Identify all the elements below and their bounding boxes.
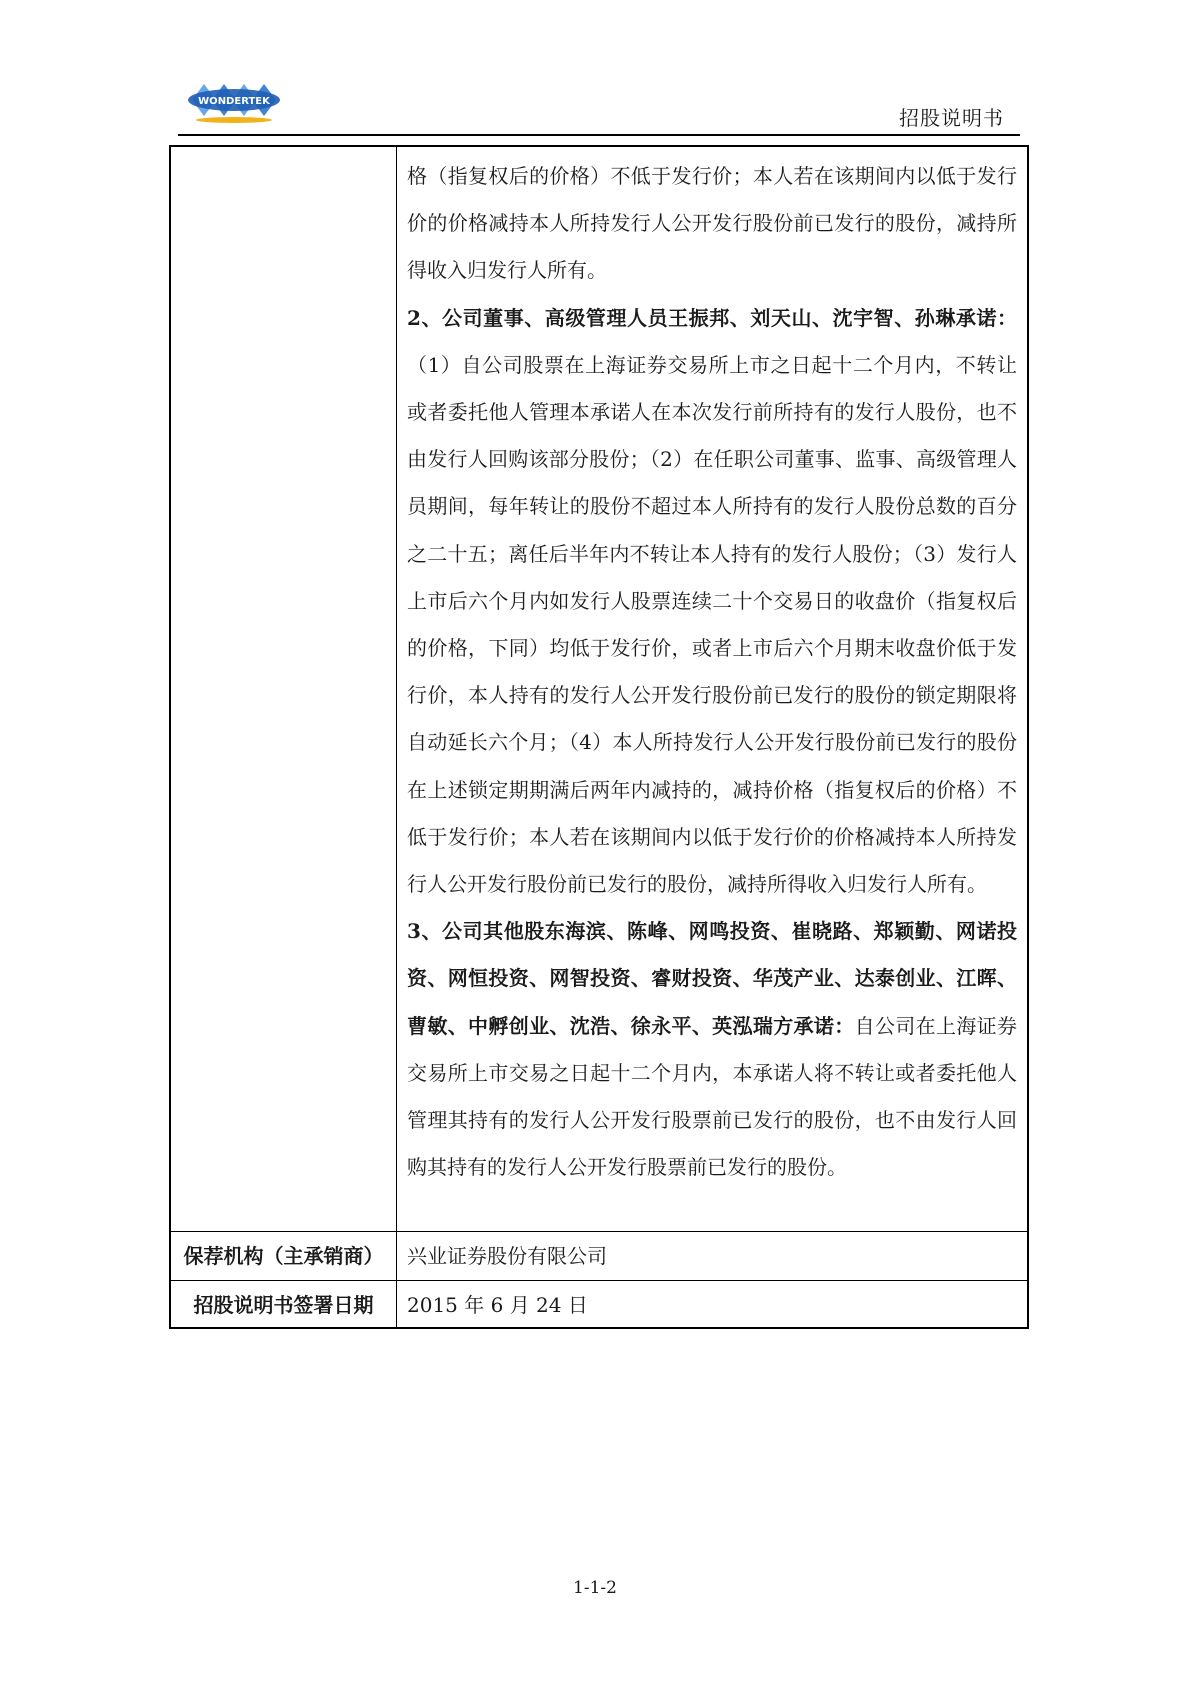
commitment-text-cell (397, 147, 1027, 1231)
prospectus-table (169, 145, 1029, 1329)
document-title: 招股说明书 (899, 106, 1004, 130)
svg-text:WONDERTEK: WONDERTEK (198, 96, 270, 107)
sponsor-label: 保荐机构（主承销商） (171, 1232, 397, 1280)
page-header (178, 72, 1020, 132)
label-cell-empty (171, 147, 397, 1231)
wondertek-logo (184, 78, 284, 126)
signing-date-label: 招股说明书签署日期 (171, 1281, 397, 1329)
shareholders-heading: 3、公司其他股东海滨、陈峰、网鸣投资、崔晓路、郑颖勤、网诺投资、网恒投资、网智投资、睿财投资、华茂产业、达泰创业、江晖、曹敏、中孵创业、沈浩、徐永平、英泓瑞方承诺： (407, 919, 1017, 1038)
signing-date-row (171, 1280, 1027, 1329)
signing-date-value: 2015 年 6 月 24 日 (407, 1293, 588, 1317)
header-divider (178, 134, 1020, 136)
paragraph-price-commitment: 格（指复权后的价格）不低于发行价；本人若在该期间内以低于发行价的价格减持本人所持发行人公开发行股份前已发行的股份，减持所得收入归发行人所有。 (407, 164, 1017, 283)
paragraph-shareholders-commitment (407, 908, 1017, 1191)
paragraph-directors-commitment (407, 295, 1017, 909)
directors-heading: 2、公司董事、高级管理人员王振邦、刘天山、沈宇智、孙琳承诺： (407, 305, 1017, 330)
shareholders-body: 自公司在上海证券交易所上市交易之日起十二个月内，本承诺人将不转让或者委托他人管理其持有的发行人公开发行股票前已发行的股份，也不由发行人回购其持有的发行人公开发行股票前已发行的股份。 (407, 1013, 1018, 1180)
directors-body: （1）自公司股票在上海证券交易所上市之日起十二个月内，不转让或者委托他人管理本承诺人在本次发行前所持有的发行人股份，也不由发行人回购该部分股份；（2）在任职公司董事、监事、高级管理人员期间，每年转让的股份不超过本人所持有的发行人股份总数的百分之二十五；离任后半年内不转让本人持有的发行人股份；（3）发行人上市后六个月内如发行人股票连续二十个交易日的收盘价（指复权后的价格，下同）均低于发行价，或者上市后六个月期末收盘价低于发行价，本人持有的发行人公开发行股份前已发行的股份的锁定期限将自动延长六个月；（4）本人所持发行人公开发行股份前已发行的股份在上述锁定期期满后两年内减持的，减持价格（指复权后的价格）不低于发行价；本人若在该期间内以低于发行价的价格减持本人所持发行人公开发行股份前已发行的股份，减持所得收入归发行人所有。 (407, 352, 1017, 897)
sponsor-value: 兴业证券股份有限公司 (407, 1244, 607, 1268)
page-number: 1-1-2 (573, 1578, 617, 1598)
sponsor-row (171, 1231, 1027, 1280)
